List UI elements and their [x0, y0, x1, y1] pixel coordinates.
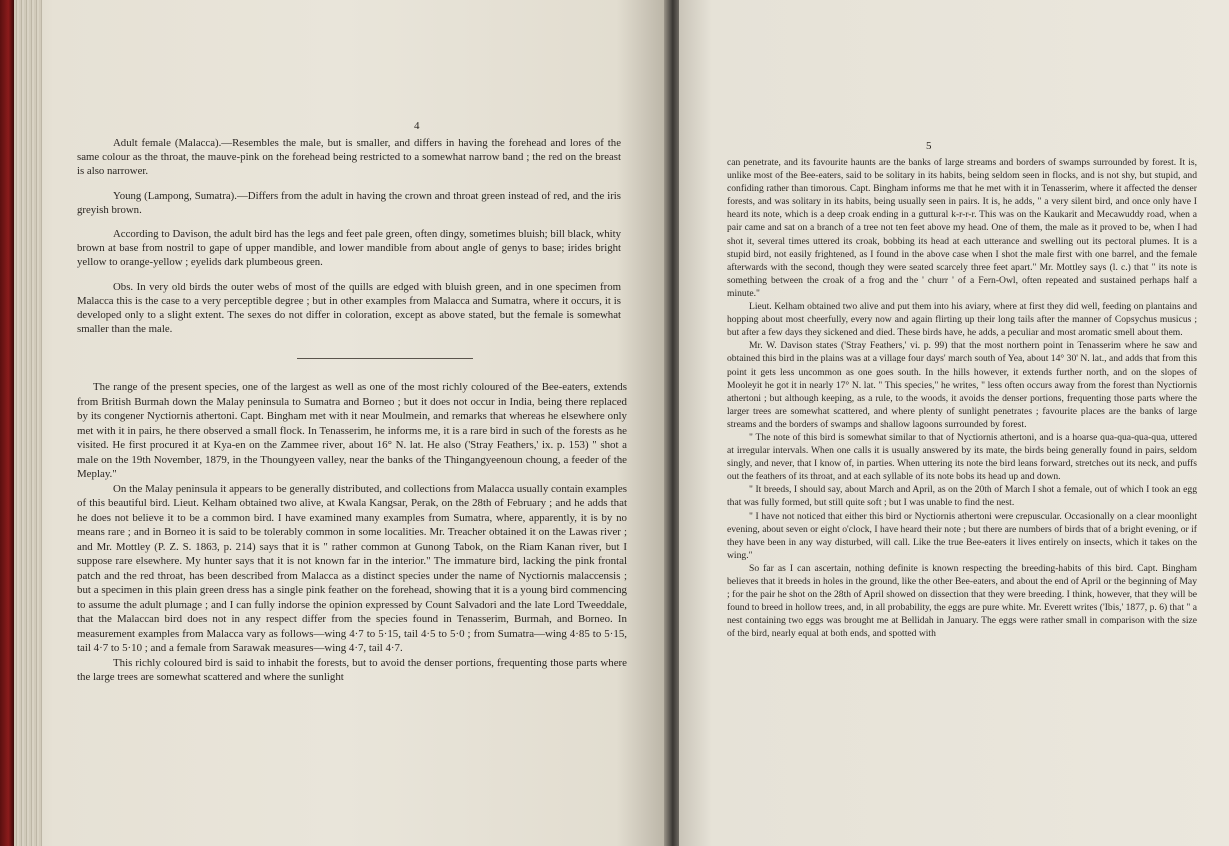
right-text-block	[727, 156, 1197, 640]
left-description-block	[77, 136, 621, 336]
davison-paragraph: According to Davison, the adult bird has the legs and feet pale green, often dingy, sometimes bluish; bill black, whity brown at base from nostril to gape of upper mandible, and lower mandible from about angle of genys to base; irides bright yellow to orange-yellow ; eyelids dark plumbeous green.	[77, 228, 621, 269]
right-paragraph-6: " I have not noticed that either this bird or Nyctiornis athertoni were crepuscular. Occasionally on a clear moonlight evening, about seven or eight o'clock, I have heard their note ; but there are numbers of birds that of a bright evening, or if they have been in any way disturbed, will call. Like the true Bee-eaters it lives entirely on insects, which it takes on the wing."	[727, 510, 1197, 561]
young-paragraph: Young (Lampong, Sumatra).—Differs from the adult in having the crown and throat green instead of red, and the iris greyish brown.	[77, 189, 621, 216]
right-paragraph-3: Mr. W. Davison states ('Stray Feathers,' vi. p. 99) that the most northern point in Tenasserim where he saw and obtained this bird in the plains was at a village four days' march south of Yea, about 14° 30' N. lat., and adds that from this point it gets less uncommon as one goes south. In the hills however, it extends further north, and on the slopes of Mooleyit he got it in nearly 17° N. lat. " This species," he writes, " less often occurs away from the forest than Nyctiornis athertoni ; but although keeping, as a rule, to the woods, it avoids the denser portions, frequenting those parts where the larger trees are somewhat scattered, and where plenty of sunlight penetrates ; favourite places are the banks of large streams and the borders of swamps and shallow lagoons surrounded by forest.	[727, 340, 1197, 430]
adult-female-paragraph: Adult female (Malacca).—Resembles the male, but is smaller, and differs in having the forehead and lores of the same colour as the throat, the mauve-pink on the forehead being restricted to a somewhat narrow band ; the red on the breast is also narrower.	[77, 137, 621, 178]
right-paragraph-1: can penetrate, and its favourite haunts are the banks of large streams and borders of swamps surrounded by forest. It is, unlike most of the Bee-eaters, said to be solitary in its habits, being seldom seen in flocks, and is not shy, but stupid, and confiding rather than timorous. Capt. Bingham informs me that he met with it in Tenasserim, where it affected the denser forests, and was solitary in its habits, being usually seen in pairs. It is, he adds, " a very silent bird, and once only have I heard its note, which is a deep croak ending in a guttural k-r-r-r. This was on the Kaukarit and Mecawuddy road, when a pair came and sat on a branch of a tree not ten feet above my head. One of them, the male as it proved to be, when I had shot it, several times uttered its croak, bobbing its head at each utterance and swelling out its pectoral plumes. It is a stupid bird, not easily frightened, as I found in the above case when I shot the male first with one barrel, and the female afterwards with the second, though they were seated scarcely three feet apart." Mr. Mottley says (l. c.) that " its note is something between the croak of a frog and the ' churr ' of a Fern-Owl, often repeated and sustained perhaps half a minute."	[727, 157, 1197, 299]
book-gutter	[664, 0, 680, 846]
left-page-number: 4	[414, 120, 420, 132]
range-paragraph: The range of the present species, one of the largest as well as one of the most richly coloured of the Bee-eaters, extends from British Burmah down the Malay peninsula to Sumatra and Borneo ; but it does not occur in India, being there replaced by its congener Nyctiornis athertoni. Capt. Bingham met with it near Moulmein, and remarks that whereas he elsewhere only met with it in pairs, he there observed a small flock. In Tenasserim, he informs me, it is a rare bird in such of the forests as he visited. He first procured it at Kya-en on the Zammee river, about 16° N. lat. He also ('Stray Feathers,' ix. p. 153) " shot a male on the 19th November, 1879, in the Thoungyeen valley, near the banks of the Thingangyeenoun choung, a feeder of the Meplay."	[77, 381, 627, 480]
right-page-number: 5	[926, 140, 932, 152]
right-paragraph-5: " It breeds, I should say, about March and April, as on the 20th of March I shot a female, out of which I took an egg that was fully formed, but still quite soft ; but I was unable to find the nest.	[727, 484, 1197, 509]
section-divider	[297, 358, 473, 359]
obs-paragraph: Obs. In very old birds the outer webs of most of the quills are edged with bluish green, and in one specimen from Malacca this is the case to a very perceptible degree ; but in other examples from Malacca and Sumatra, where it occurs, it is developed only to a slight extent. The sexes do not differ in coloration, except as above stated, but the female is somewhat smaller than the male.	[77, 280, 621, 336]
left-range-block	[77, 380, 627, 685]
red-binding-edge	[0, 0, 14, 846]
malay-paragraph: On the Malay peninsula it appears to be generally distributed, and collections from Malacca usually contain examples of this beautiful bird. Lieut. Kelham obtained two alive, at Kwala Kangsar, Perak, on the 28th of February ; and he adds that he does not believe it to be a common bird. I have examined many examples from Sumatra, where, apparently, it is by no means rare ; and in Borneo it is said to be tolerably common in some localities. Mr. Treacher obtained it on the Lawas river ; and Mr. Mottley (P. Z. S. 1863, p. 214) says that it is " rather common at Gunong Tabok, on the Riam Kanan river, but I suppose rare elsewhere. My hunter says that it is not known far in the interior." The immature bird, lacking the pink frontal patch and the red throat, has been described from Malacca as a distinct species under the name of Nyctiornis malaccensis ; but a specimen in this plain green dress has a single pink feather on the forehead, showing that it is a young bird commencing to assume the adult plumage ; and I can fully indorse the opinion expressed by Count Salvadori and the late Lord Tweeddale, that the Malaccan bird does not in any respect differ from the species found in Tenasserim, Burmah, and Borneo. In measurement examples from Malacca vary as follows—wing 4·7 to 5·15, tail 4·5 to 5·0 ; from Sumatra—wing 4·85 to 5·15, tail 4·7 to 5·10 ; and a female from Sarawak measures—wing 4·7, tail 4·7.	[77, 482, 627, 654]
page-edges	[14, 0, 42, 846]
habitat-paragraph: This richly coloured bird is said to inhabit the forests, but to avoid the denser portions, frequenting those parts where the large trees are somewhat scattered and where the sunlight	[77, 656, 627, 683]
right-paragraph-4: " The note of this bird is somewhat similar to that of Nyctiornis athertoni, and is a hoarse qua-qua-qua-qua, uttered at irregular intervals. When one calls it is usually answered by its mate, the birds being generally found in pairs, seldom singly, and never, that I know of, in parties. When uttering its note the bird leans forward, stretches out its neck, and puffs out the feathers of its throat, and at each syllable of its note bobs its head up and down.	[727, 431, 1197, 483]
right-paragraph-2: Lieut. Kelham obtained two alive and put them into his aviary, where at first they did well, feeding on plantains and hopping about most cheerfully, every now and again flirting up their long tails after the manner of Copsychus musicus ; but after a few days they sickened and died. These birds have, he adds, a peculiar and most aromatic smell about them.	[727, 301, 1197, 339]
right-paragraph-7: So far as I can ascertain, nothing definite is known respecting the breeding-habits of this bird. Capt. Bingham believes that it breeds in holes in the ground, like the other Bee-eaters, and about the end of April or the beginning of May ; for the pair he shot on the 28th of April showed on dissection that they were breeding. I think, however, that they will be found to breed in hollow trees, and, in all probability, the eggs are pure white. Mr. Everett writes ('Ibis,' 1877, p. 6) that " a nest containing two eggs was brought me at Bellidah in January. The eggs were rather small in comparison with the size of the bird, nearly equal at both ends, and spotted with	[727, 562, 1197, 640]
